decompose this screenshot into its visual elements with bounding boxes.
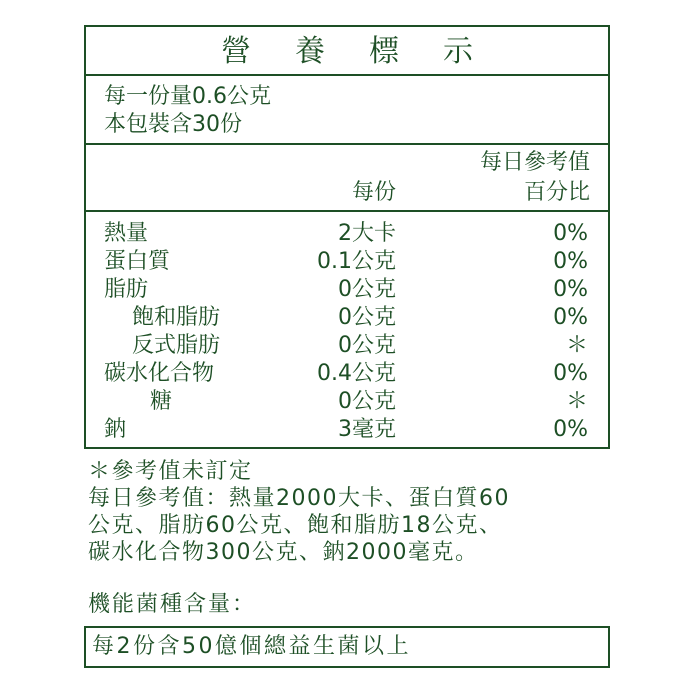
nutrient-row: [86, 360, 608, 388]
servings-per-package: 本包裝含30份: [104, 112, 242, 137]
nutrient-daily-percent: ＊: [565, 333, 588, 358]
nutrient-row: [86, 248, 608, 276]
divider: [86, 210, 608, 212]
nutrient-daily-percent: 0%: [553, 361, 588, 386]
footnote-daily-reference-line: 公克、脂肪60公克、飽和脂肪18公克、: [88, 513, 503, 538]
column-header-daily-line1: 每日參考值: [479, 150, 590, 175]
nutrition-facts-panel: [84, 25, 610, 449]
nutrient-daily-percent: 0%: [553, 249, 588, 274]
nutrient-amount: 0公克: [338, 389, 396, 414]
serving-info: [104, 83, 271, 139]
nutrient-row: [86, 388, 608, 416]
column-header-per-serving: 每份: [351, 180, 396, 205]
strain-content-value: 每2份含50億個總益生菌以上: [92, 634, 411, 659]
nutrient-rows: [86, 220, 608, 444]
nutrient-name: 飽和脂肪: [132, 305, 221, 330]
serving-size: 每一份量0.6公克: [104, 84, 271, 109]
nutrient-daily-percent: 0%: [553, 305, 588, 330]
nutrient-row: [86, 220, 608, 248]
nutrient-daily-percent: ＊: [565, 389, 588, 414]
nutrient-name: 脂肪: [104, 277, 149, 302]
strain-content-box: [84, 626, 610, 668]
nutrient-name: 碳水化合物: [104, 361, 215, 386]
strain-content-title: 機能菌種含量：: [88, 592, 257, 617]
nutrient-amount: 0.1公克: [317, 249, 396, 274]
nutrient-daily-percent: 0%: [553, 277, 588, 302]
column-header-daily-line2: 百分比: [523, 180, 590, 205]
nutrient-name: 反式脂肪: [132, 333, 221, 358]
footnote-daily-reference-line: 碳水化合物300公克、鈉2000毫克。: [88, 540, 479, 565]
nutrient-amount: 2大卡: [338, 221, 396, 246]
nutrient-amount: 0公克: [338, 333, 396, 358]
nutrient-row: [86, 416, 608, 444]
nutrient-name: 糖: [150, 389, 173, 414]
nutrient-name: 鈉: [104, 417, 127, 442]
nutrient-amount: 0公克: [338, 277, 396, 302]
nutrient-row: [86, 304, 608, 332]
nutrient-daily-percent: 0%: [553, 417, 588, 442]
nutrient-daily-percent: 0%: [553, 221, 588, 246]
footnote-undefined: ＊參考值未訂定: [88, 459, 253, 484]
divider: [86, 143, 608, 145]
nutrient-row: [86, 276, 608, 304]
footnote-daily-reference-line: 每日參考值：熱量2000大卡、蛋白質60: [88, 486, 510, 511]
nutrient-name: 蛋白質: [104, 249, 171, 274]
nutrient-amount: 0公克: [338, 305, 396, 330]
nutrient-name: 熱量: [104, 221, 149, 246]
nutrient-amount: 3毫克: [338, 417, 396, 442]
nutrient-amount: 0.4公克: [317, 361, 396, 386]
footnotes: [88, 458, 608, 566]
nutrient-row: [86, 332, 608, 360]
panel-title: 營養標示: [86, 27, 608, 76]
